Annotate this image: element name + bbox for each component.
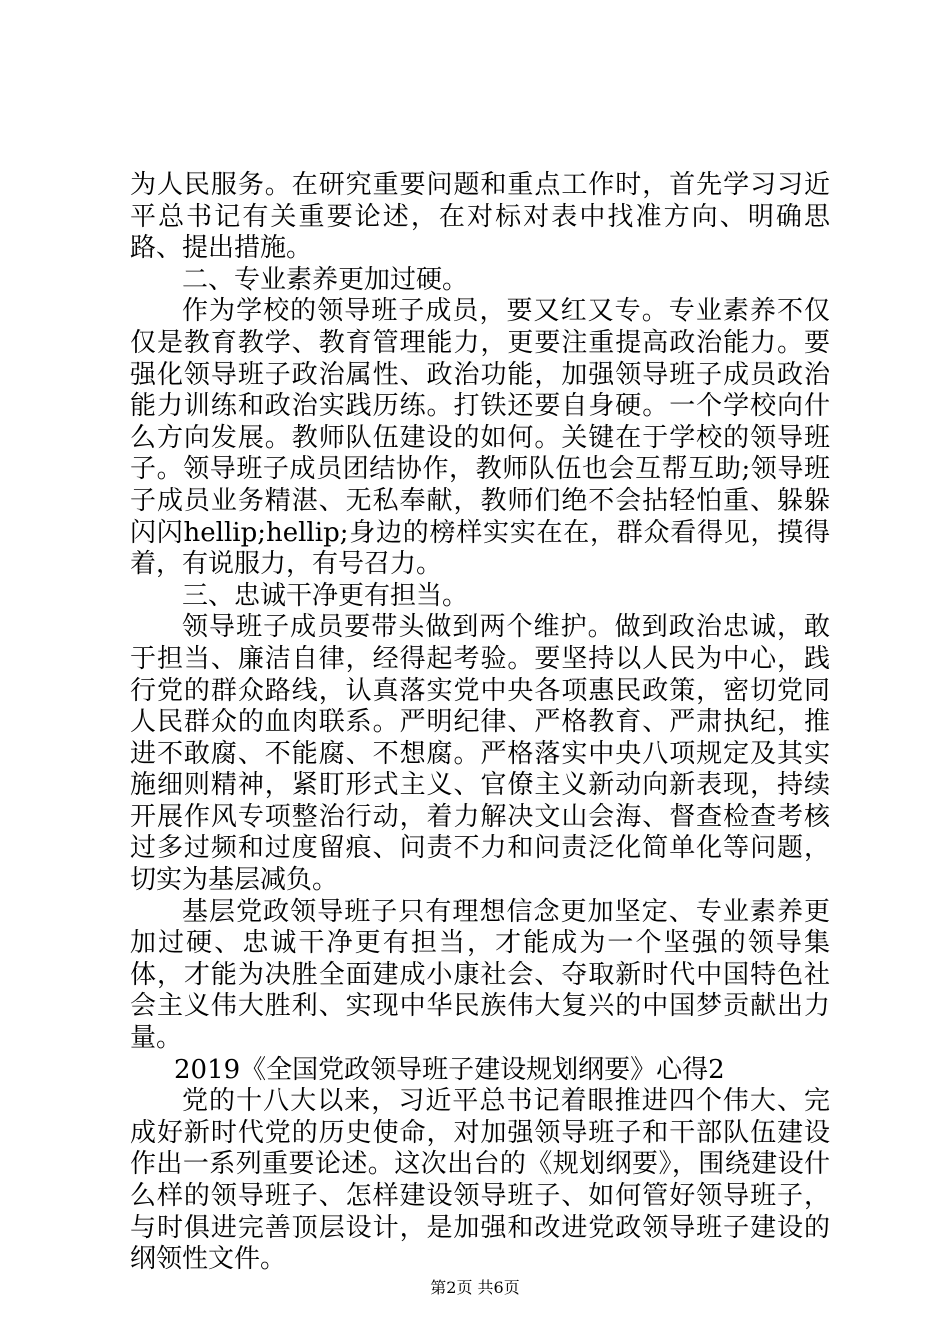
article-title-2: 2019《全国党政领导班子建设规划纲要》心得2 — [174, 1054, 725, 1085]
paragraph-continuation: 为人民服务。在研究重要问题和重点工作时，首先学习习近平总书记有关重要论述，在对标对表中找准方向、明确思路、提出措施。 — [130, 170, 830, 264]
paragraph-conclusion: 基层党政领导班子只有理想信念更加坚定、专业素养更加过硬、忠诚干净更有担当，才能成为一个坚强的领导集体，才能为决胜全面建成小康社会、夺取新时代中国特色社会主义伟大胜利、实现中华民族伟大复兴的中国梦贡献出力量。 — [130, 896, 830, 1054]
page-footer: 第2页 共6页 — [430, 1278, 520, 1297]
section-heading-2: 二、专业素养更加过硬。 — [182, 264, 469, 295]
paragraph-professional-quality: 作为学校的领导班子成员，要又红又专。专业素养不仅仅是教育教学、教育管理能力，更要注重提高政治能力。要强化领导班子政治属性、政治功能，加强领导班子成员政治能力训练和政治实践历练。打铁还要自身硬。一个学校向什么方向发展。教师队伍建设的如何。关键在于学校的领导班子。领导班子成员团结协作，教师队伍也会互帮互助;领导班子成员业务精湛、无私奉献，教师们绝不会拈轻怕重、躲躲闪闪hellip;hellip;身边的榜样实实在在，群众看得见，摸得着，有说服力，有号召力。 — [130, 296, 830, 580]
document-body — [130, 170, 830, 1276]
paragraph-intro-2: 党的十八大以来，习近平总书记着眼推进四个伟大、完成好新时代党的历史使命，对加强领导班子和干部队伍建设作出一系列重要论述。这次出台的《规划纲要》，围绕建设什么样的领导班子、怎样建设领导班子、如何管好领导班子，与时俱进完善顶层设计，是加强和改进党政领导班子建设的纲领性文件。 — [130, 1086, 830, 1275]
section-heading-3: 三、忠诚干净更有担当。 — [182, 580, 469, 611]
paragraph-loyalty: 领导班子成员要带头做到两个维护。做到政治忠诚，敢于担当、廉洁自律，经得起考验。要坚持以人民为中心，践行党的群众路线，认真落实党中央各项惠民政策，密切党同人民群众的血肉联系。严明纪律、严格教育、严肃执纪，推进不敢腐、不能腐、不想腐。严格落实中央八项规定及其实施细则精神，紧盯形式主义、官僚主义新动向新表现，持续开展作风专项整治行动，着力解决文山会海、督查检查考核过多过频和过度留痕、问责不力和问责泛化简单化等问题，切实为基层减负。 — [130, 612, 830, 896]
